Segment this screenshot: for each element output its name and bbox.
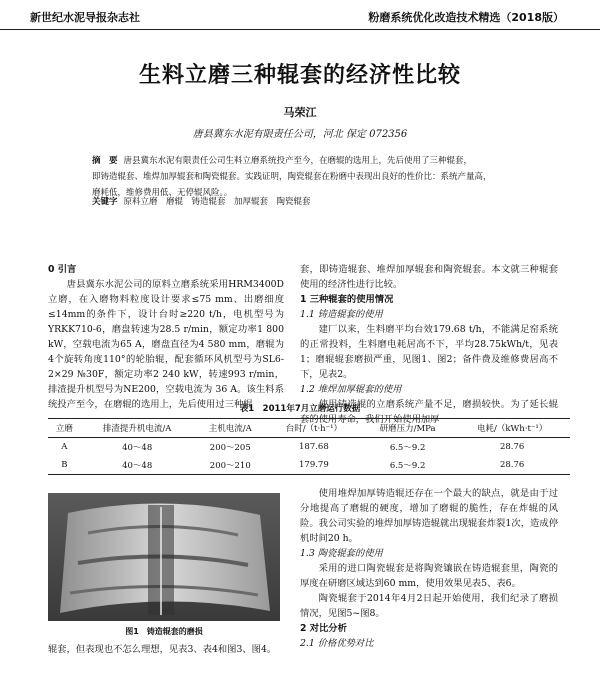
- table-cell: B: [61, 460, 68, 470]
- table-row: [48, 438, 570, 457]
- table-header-cell: 主机电流/A: [194, 419, 267, 438]
- section-2-1-heading: 2.1 价格优势对比: [300, 638, 374, 649]
- section-1-heading: 1 三种辊套的使用情况: [300, 294, 394, 305]
- table-cell: 179.79: [299, 460, 329, 470]
- table-row: [48, 456, 570, 475]
- abstract-text-2: 即铸造辊套、堆焊加厚辊套和陶瓷辊套。实践证明，陶瓷辊套在粉磨中表现出良好的性价比：系统产量高，: [92, 172, 492, 182]
- table-1-caption: 表1 2011年7月立磨运行数据: [239, 404, 361, 414]
- abstract-text-1: 唐县冀东水泥有限责任公司生料立磨系统投产至今，在磨辊的选用上，先后使用了三种辊套，: [123, 156, 473, 166]
- section-1-3-heading: 1.3 陶瓷辊套的使用: [300, 548, 383, 559]
- table-header-cell: 研磨压力/MPa: [361, 419, 454, 438]
- abstract-label: 摘 要: [92, 156, 118, 166]
- continued-paragraph: 套，即铸造辊套、堆焊加厚辊套和陶瓷辊套。本文就三种辊套使用的经济性进行比较。: [300, 264, 558, 290]
- table-cell: A: [61, 442, 68, 452]
- journal-name: 新世纪水泥导报杂志社: [30, 11, 140, 24]
- figure-1-caption: 图1 铸造辊套的磨损: [125, 627, 203, 636]
- table-cell: 28.76: [499, 460, 525, 470]
- brittleness-paragraph: 使用堆焊加厚铸造辊还存在一个最大的缺点，就是由于过分地提高了磨辊的硬度，增加了磨辊的脆性，存在炸辊的风险。我公司实验的堆焊加厚铸造辊就出现辊套炸裂1次，造成停机时间20 h。: [300, 488, 558, 544]
- table-header-cell: 电耗/（kWh·t⁻¹）: [454, 419, 570, 438]
- table-cell: 40～48: [122, 443, 153, 453]
- table-cell: 6.5～9.2: [389, 443, 426, 453]
- table-cell: 28.76: [499, 442, 525, 452]
- section-1-2-paragraph: 使用铸造辊的立磨系统产量不足，磨损较快。为了延长辊套的使用寿命，我们开始使用加厚: [300, 399, 558, 425]
- section-1-3-paragraph-1: 采用的进口陶瓷辊套是将陶瓷镶嵌在铸造辊套里，陶瓷的厚度在研磨区域达到60 mm，使用效果见表5、表6。: [300, 563, 558, 589]
- paper-title: 生料立磨三种辊套的经济性比较: [138, 63, 461, 88]
- author-affiliation: 唐县冀东水泥有限责任公司，河北 保定 072356: [192, 129, 408, 140]
- section-0-paragraph: 唐县冀东水泥公司的原料立磨系统采用HRM3400D立磨，在入磨物料粒度设计要求≤75 mm、出磨细度≤14mm的条件下，设计台时≥220 t/h，电机型号为YRKK710-6，磨盘转速为28.5 r/min，额定功率1 800 kW，空载电流为65 A，磨盘直径为4 580 mm，磨辊为4个旋转角度110°的轮胎辊，配套循环风机型号为SL6-2×29 №30F，额定功率2 240 kW，转速993 r/min，排渣提升机型号为NE200，空载电流为 36 A。该生料系统投产至今，在磨辊的选用上，先后使用过三种辊: [48, 279, 284, 410]
- keywords: [92, 195, 522, 207]
- keywords-label: 关键字: [92, 197, 118, 207]
- continued-paragraph: 辊套，但表现也不怎么理想，见表3、表4和图3、图4。: [48, 644, 277, 655]
- section-0-heading: 0 引言: [48, 264, 77, 275]
- section-1-2-heading: 1.2 堆焊加厚辊套的使用: [300, 384, 402, 395]
- author-name: 马荣江: [283, 106, 317, 119]
- figure-1-photo: [48, 493, 280, 621]
- collection-name: 粉磨系统优化改造技术精选（2018版）: [368, 11, 564, 24]
- left-column-bottom: [48, 642, 284, 657]
- table-1: [48, 418, 570, 475]
- section-1-1-heading: 1.1 铸造辊套的使用: [300, 309, 383, 320]
- abstract-text-3: 磨耗低，维修费用低、无停辊风险。。: [92, 188, 233, 198]
- running-header: [0, 0, 600, 30]
- table-header-cell: 台时/（t·h⁻¹）: [267, 419, 361, 438]
- abstract: [92, 153, 522, 201]
- table-cell: 200～210: [209, 461, 251, 471]
- table-header-cell: 排渣提升机电流/A: [81, 419, 194, 438]
- section-1-3-paragraph-2: 陶瓷辊套于2014年4月2日起开始使用，我们纪录了磨损情况，见图5~图8。: [300, 593, 558, 619]
- right-column-bottom: [300, 486, 558, 651]
- left-column: [48, 262, 284, 412]
- table-header-row: [48, 419, 570, 438]
- section-2-heading: 2 对比分析: [300, 623, 347, 634]
- table-cell: 187.68: [299, 442, 329, 452]
- table-header-cell: 立磨: [48, 419, 81, 438]
- table-cell: 200～205: [209, 443, 251, 453]
- section-1-1-paragraph: 建厂以来，生料磨平均台效179.68 t/h，不能满足窑系统的正常投料，生料磨电耗居高不下，平均28.75kWh/t，见表1；磨辊辊套磨损严重，见图1、图2；备件费及维修费居高不下，见表2。: [300, 324, 558, 380]
- table-cell: 6.5～9.2: [389, 461, 426, 471]
- keywords-text: 原料立磨 磨辊 铸造辊套 加厚辊套 陶瓷辊套: [123, 197, 311, 207]
- table-cell: 40～48: [122, 461, 153, 471]
- worn-roller-image: [48, 493, 280, 621]
